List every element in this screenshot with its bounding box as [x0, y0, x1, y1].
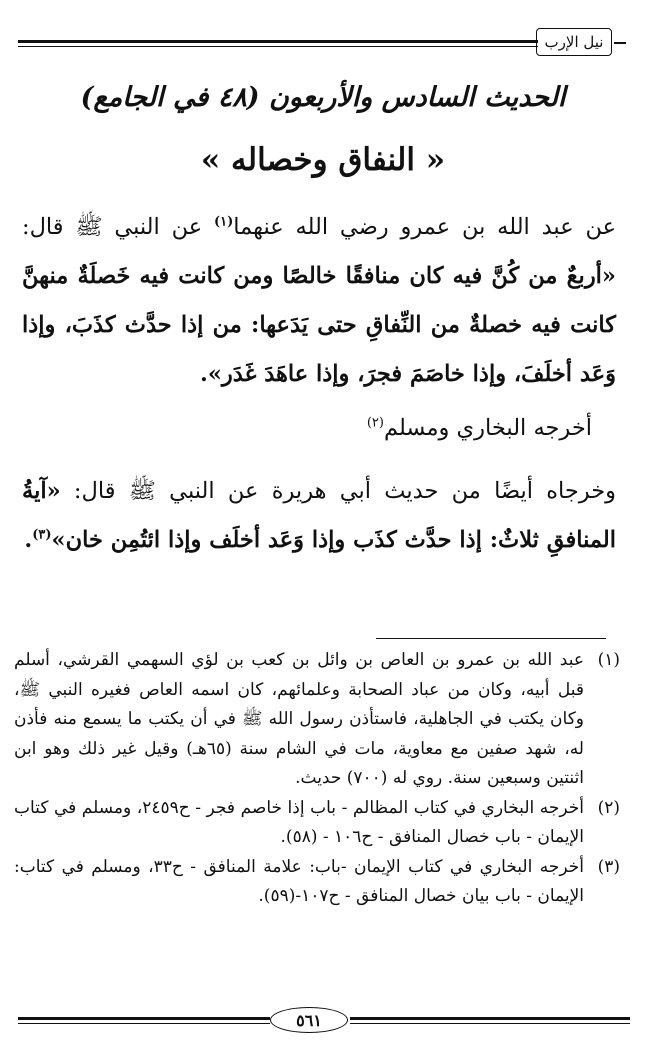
footnote-ref-3: (٣)	[32, 527, 52, 543]
page-number: ٥٦١	[296, 1010, 322, 1030]
footnote-number: (٢)	[597, 797, 620, 818]
header-tick	[614, 42, 626, 44]
book-title-box	[536, 28, 612, 56]
source-line	[22, 404, 616, 453]
footer-rule-right	[350, 1017, 630, 1020]
paragraph-1	[22, 203, 616, 399]
footnotes	[14, 646, 620, 912]
footnote-ref-2: (٢)	[366, 415, 384, 431]
footnote-text: عبد الله بن عمرو بن العاص بن وائل بن كعب بن لؤي السهمي القرشي، أسلم قبل أبيه، وكان من عباد الصحابة وعلمائهم، كان اسمه العاص فغيره النبي ﷺ، وكان يكتب في الجاهلية، فاستأذن رسول الله ﷺ في أن يكتب ما يسمع منه فأذن له، شهد صفين مع معاوية، مات في الشام سنة (٦٥هـ) وقيل غير ذلك وهو ابن اثنتين وسبعين سنة. روي له (٧٠٠) حديث.	[14, 650, 584, 788]
page-number-oval	[270, 1007, 348, 1033]
hadith-subtitle: « النفاق وخصاله »	[200, 142, 446, 178]
p1-quote: «أربعٌ من كُنَّ فيه كان منافقًا خالصًا ومن كانت فيه خَصلَةٌ منهنَّ كانت فيه خصلةٌ من النِّفاقِ حتى يَدَعها: من إذا حدَّث كذَبَ، وإذا وَعَد أخلَفَ، وإذا خاصَمَ فجرَ، وإذا عاهَدَ غَدَر».	[22, 263, 616, 387]
book-title: نيل الإرب	[544, 33, 604, 51]
footnote-number: (١)	[597, 650, 620, 670]
footer-rule-left-thin	[18, 1023, 270, 1024]
hadith-title: الحديث السادس والأربعون (٤٨ في الجامع)	[80, 82, 566, 113]
footnote-text: أخرجه البخاري في كتاب الإيمان -باب: علامة المنافق - ح٣٣، ومسلم في كتاب: الإيمان - باب بيان خصال المنافق - ح١٠٧-(٥٩).	[14, 856, 585, 906]
footnote-2	[14, 794, 620, 853]
p1-intro: عن عبد الله بن عمرو رضي الله عنهما	[233, 214, 616, 240]
p3-end: .	[24, 527, 33, 553]
p3-quote: «آيةُ المنافقِ ثلاثٌ: إذا حدَّث كذَب وإذا وَعَد أخلَف وإذا ائتُمِن خان»	[22, 478, 616, 553]
header-rule	[18, 40, 538, 47]
p1-mid: عن النبي ﷺ قال:	[22, 214, 214, 240]
running-header	[18, 22, 626, 62]
p3-intro: وخرجاه أيضًا من حديث أبي هريرة عن النبي ﷺ قال:	[60, 478, 616, 504]
footnote-ref-1: (١)	[213, 214, 234, 230]
source-text: أخرجه البخاري ومسلم	[383, 415, 592, 441]
footnote-1	[14, 646, 620, 794]
footnote-separator	[376, 638, 606, 639]
footer-rule-right-thin	[350, 1023, 630, 1024]
footnote-3	[14, 853, 620, 912]
footnote-text: أخرجه البخاري في كتاب المظالم - باب إذا خاصم فجر - ح٢٤٥٩، ومسلم في كتاب الإيمان - باب خصال المنافق - ح١٠٦ - (٥٨).	[14, 797, 584, 847]
page-footer	[18, 1006, 630, 1036]
hadith-body	[22, 203, 616, 565]
footnote-number: (٣)	[597, 856, 620, 877]
paragraph-3	[22, 467, 616, 565]
footer-rule-left	[18, 1017, 270, 1020]
